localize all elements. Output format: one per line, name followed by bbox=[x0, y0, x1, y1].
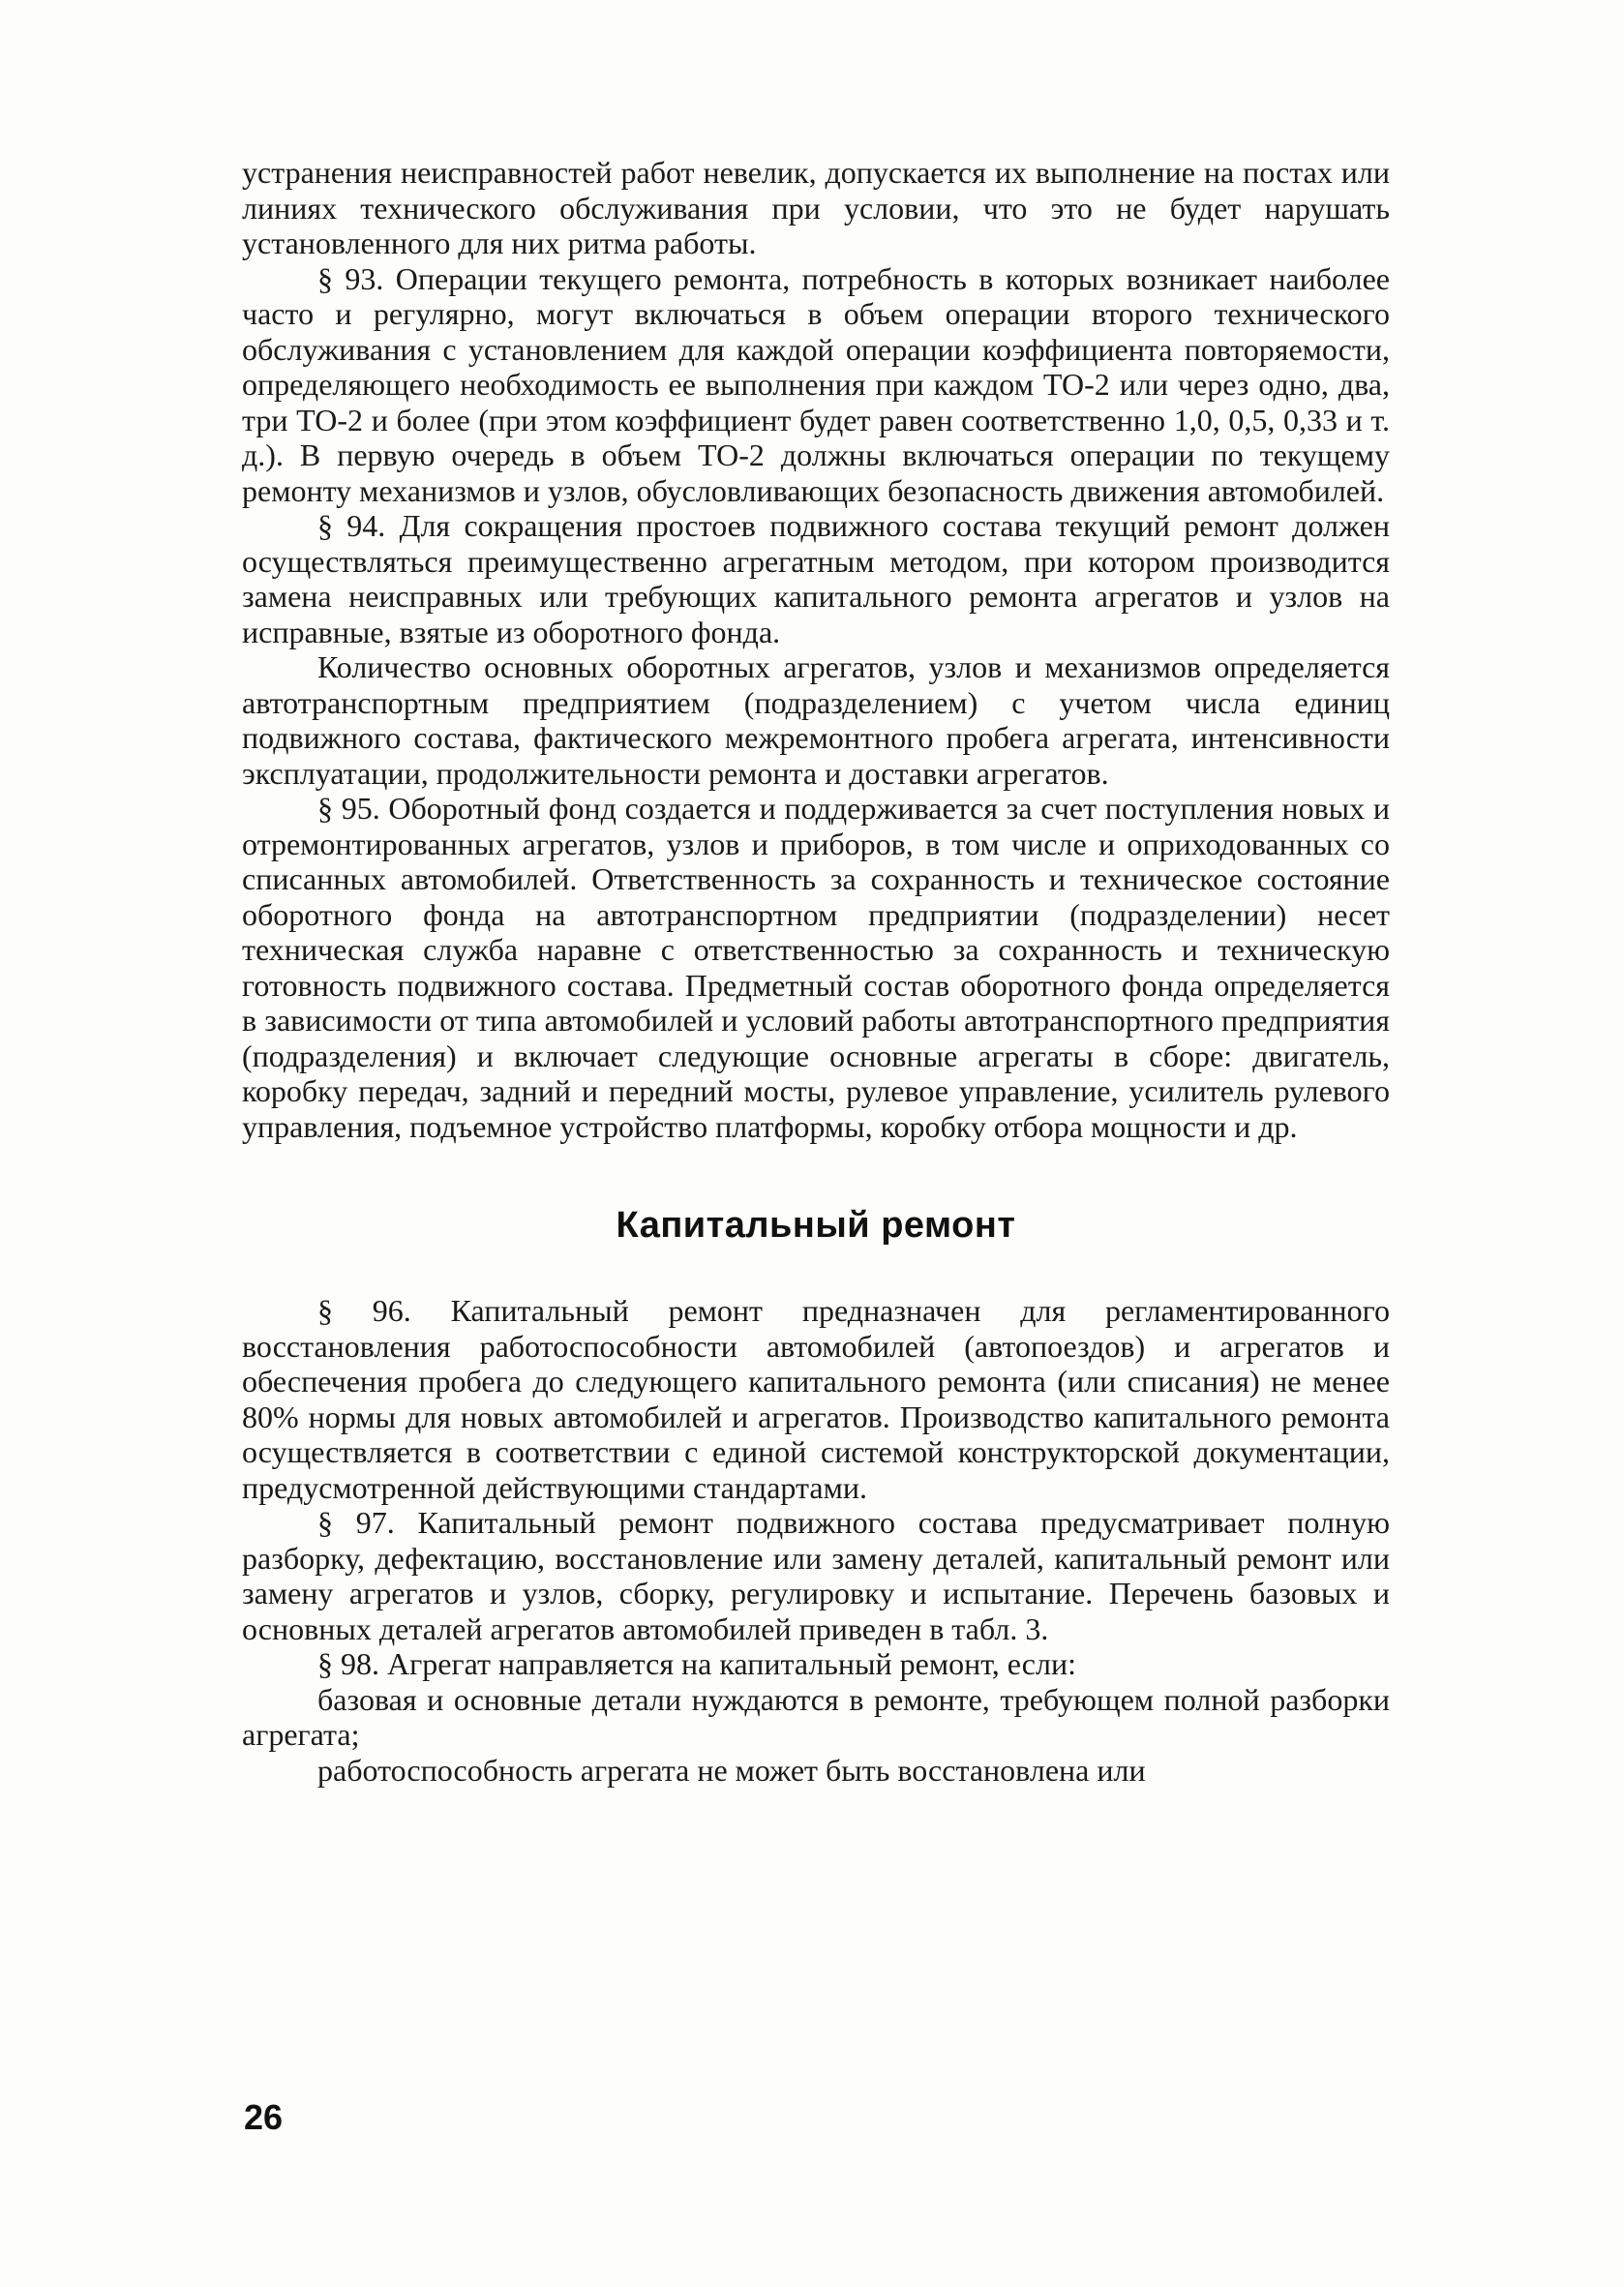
text-column bbox=[242, 155, 1390, 1788]
paragraph-97: § 97. Капитальный ремонт подвижного состава предусматривает полную разборку, дефектацию, восстановление или замену деталей, капитальный ремонт или замену агрегатов и узлов, сборку, регулировку и испытание. Перечень базовых и основных деталей агрегатов автомобилей приведен в табл. 3. bbox=[242, 1505, 1390, 1646]
paragraph-working-stock: Количество основных оборотных агрегатов, узлов и механизмов определяется автотранспортным предприятием (подразделением) с учетом числа единиц подвижного состава, фактического межремонтного пробега агрегата, интенсивности эксплуатации, продолжительности ремонта и доставки агрегатов. bbox=[242, 649, 1390, 791]
paragraph-98: § 98. Агрегат направляется на капитальный ремонт, если: bbox=[317, 1646, 1076, 1681]
paragraph-94: § 94. Для сокращения простоев подвижного состава текущий ремонт должен осуществляться преимущественно агрегатным методом, при котором производится замена неисправных или требующих капитального ремонта агрегатов и узлов на исправные, взятые из оборотного фонда. bbox=[242, 508, 1390, 649]
paragraph-continuation: устранения неисправностей работ невелик, допускается их выполнение на постах или линиях технического обслуживания при условии, что это не будет нарушать установленного для них ритма работы. bbox=[242, 155, 1390, 260]
paragraph-96: § 96. Капитальный ремонт предназначен для регламентированного восстановления работоспособности автомобилей (автопоездов) и агрегатов и обеспечения пробега до следующего капитального ремонта (или списания) не менее 80% нормы для новых автомобилей и агрегатов. Производство капитального ремонта осуществляется в соответствии с единой системой конструкторской документации, предусмотренной действующими стандартами. bbox=[242, 1293, 1390, 1505]
paragraph-condition-2: работоспособность агрегата не может быть восстановлена или bbox=[317, 1752, 1146, 1788]
page-number: 26 bbox=[244, 2097, 284, 2137]
section-heading: Капитальный ремонт bbox=[616, 1205, 1016, 1246]
paragraph-93: § 93. Операции текущего ремонта, потребность в которых возникает наиболее часто и регулярно, могут включаться в объем операции второго технического обслуживания с установлением для каждой операции коэффициента повторяемости, определяющего необходимость ее выполнения при каждом ТО-2 или через одно, два, три ТО-2 и более (при этом коэффициент будет равен соответственно 1,0, 0,5, 0,33 и т. д.). В первую очередь в объем ТО-2 должны включаться операции по текущему ремонту механизмов и узлов, обусловливающих безопасность движения автомобилей. bbox=[242, 260, 1390, 508]
paragraph-95: § 95. Оборотный фонд создается и поддерживается за счет поступления новых и отремонтированных агрегатов, узлов и приборов, в том числе и оприходованных со списанных автомобилей. Ответственность за сохранность и техническое состояние оборотного фонда на автотранспортном предприятии (подразделении) несет техническая служба наравне с ответственностью за сохранность и техническую готовность подвижного состава. Предметный состав оборотного фонда определяется в зависимости от типа автомобилей и условий работы автотранспортного предприятия (подразделения) и включает следующие основные агрегаты в сборе: двигатель, коробку передач, задний и передний мосты, рулевое управление, усилитель рулевого управления, подъемное устройство платформы, коробку отбора мощности и др. bbox=[242, 791, 1390, 1144]
paragraph-condition-1: базовая и основные детали нуждаются в ремонте, требующем полной разборки агрегата; bbox=[242, 1681, 1390, 1752]
